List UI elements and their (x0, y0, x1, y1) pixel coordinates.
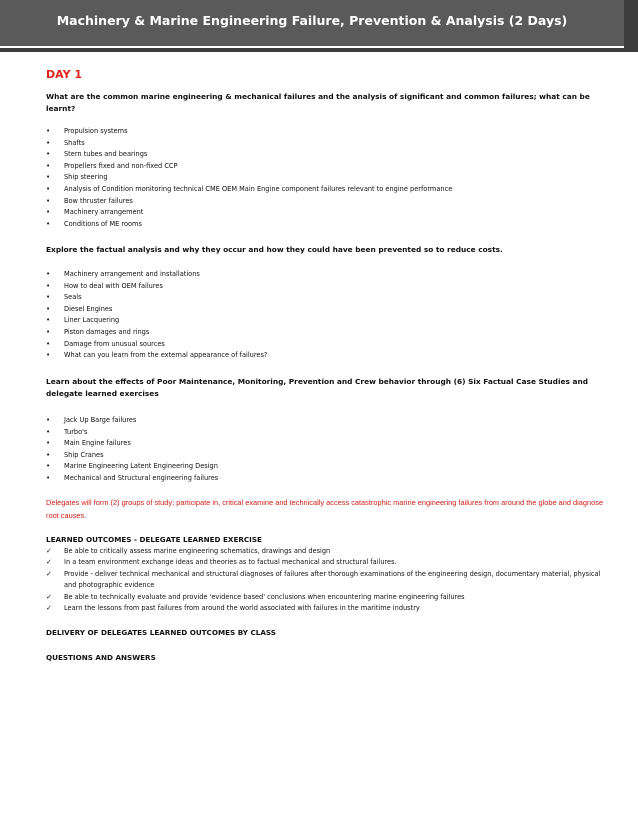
page-title: Machinery & Marine Engineering Failure, Prevention & Analysis (2 Days) (56, 13, 568, 28)
bullet-icon: • (46, 427, 51, 436)
list-item: • Liner Lacquering (46, 315, 606, 327)
bullet-icon: • (46, 161, 51, 170)
list-item: • How to deal with OEM failures (46, 281, 606, 293)
bullet-icon: • (46, 351, 51, 360)
bullet-icon: • (46, 138, 51, 147)
title-banner-inner (0, 0, 624, 48)
delivery-heading: DELIVERY OF DELEGATES LEARNED OUTCOMES BY CLASS (46, 628, 276, 637)
bullet-icon: • (46, 196, 51, 205)
bullet-icon: • (46, 339, 51, 348)
section2-list (46, 269, 606, 362)
list-item: • Ship steering (46, 172, 606, 184)
section1-heading: What are the common marine engineering & mechanical failures and the analysis of significant and common failures; what can be learnt? (46, 92, 590, 113)
bullet-icon: • (46, 450, 51, 459)
bullet-icon: • (46, 184, 51, 193)
list-item: ✓ In a team environment exchange ideas and theories as to factual mechanical and structural failures. (46, 557, 606, 568)
list-item: • Ship Cranes (46, 450, 606, 462)
list-item: • Diesel Engines (46, 304, 606, 316)
section2-heading: Explore the factual analysis and why they occur and how they could have been prevented so to reduce costs. (46, 245, 503, 254)
list-item: • What can you learn from the external appearance of failures? (46, 350, 606, 362)
bullet-icon: • (46, 219, 51, 228)
list-item: • Seals (46, 292, 606, 304)
list-item: • Piston damages and rings (46, 327, 606, 339)
checkmark-icon: ✓ (46, 592, 52, 601)
checkmark-icon: ✓ (46, 569, 52, 578)
list-item: • Analysis of Condition monitoring technical CME OEM Main Engine component failures relevant to engine performance (46, 184, 606, 196)
list-item: • Jack Up Barge failures (46, 415, 606, 427)
list-item: • Machinery arrangement and installations (46, 269, 606, 281)
list-item: • Turbo's (46, 427, 606, 439)
section3-heading: Learn about the effects of Poor Maintenance, Monitoring, Prevention and Crew behavior through (6) Six Factual Case Studies and delegate learned exercises (46, 377, 588, 398)
outcomes-list (46, 546, 606, 614)
checkmark-icon: ✓ (46, 558, 52, 567)
bullet-icon: • (46, 439, 51, 448)
bullet-icon: • (46, 127, 51, 135)
qa-heading: QUESTIONS AND ANSWERS (46, 653, 156, 662)
bullet-icon: • (46, 473, 51, 482)
bullet-icon: • (46, 270, 51, 278)
bullet-icon: • (46, 293, 51, 302)
checkmark-icon: ✓ (46, 604, 52, 613)
section1-list (46, 126, 606, 230)
list-item: ✓ Be able to critically assess marine engineering schematics, drawings and design (46, 546, 606, 557)
list-item: • Main Engine failures (46, 438, 606, 450)
bullet-icon: • (46, 462, 51, 471)
list-item: • Bow thruster failures (46, 196, 606, 208)
title-banner (0, 0, 638, 52)
delegates-note: Delegates will form (2) groups of study; participate in, critical examine and technically access catastrophic marine engineering failures from around the globe and diagnose root causes. (46, 498, 604, 520)
bullet-icon: • (46, 304, 51, 313)
bullet-icon: • (46, 416, 51, 424)
list-item: • Propellers fixed and non-fixed CCP (46, 161, 606, 173)
list-item: ✓ Be able to technically evaluate and provide 'evidence based' conclusions when encountering marine engineering failures (46, 592, 606, 603)
section3-list (46, 415, 606, 485)
list-item: • Propulsion systems (46, 126, 606, 138)
outcomes-heading: LEARNED OUTCOMES - DELEGATE LEARNED EXERCISE (46, 535, 262, 544)
list-item: • Damage from unusual sources (46, 339, 606, 351)
checkmark-icon: ✓ (46, 547, 52, 555)
list-item: • Shafts (46, 138, 606, 150)
bullet-icon: • (46, 281, 51, 290)
list-item: ✓ Learn the lessons from past failures from around the world associated with failures in the maritime industry (46, 603, 606, 614)
bullet-icon: • (46, 316, 51, 325)
list-item: • Mechanical and Structural engineering failures (46, 473, 606, 485)
list-item: • Machinery arrangement (46, 207, 606, 219)
bullet-icon: • (46, 173, 51, 182)
list-item: • Stern tubes and bearings (46, 149, 606, 161)
list-item: ✓ Provide - deliver technical mechanical and structural diagnoses of failures after thorough examinations of the engineering design, documentary material, physical and photographic evidence (46, 569, 601, 590)
list-item: • Conditions of ME rooms (46, 219, 606, 231)
bullet-icon: • (46, 150, 51, 159)
day-label: DAY 1 (46, 68, 83, 81)
bullet-icon: • (46, 208, 51, 217)
list-item: • Marine Engineering Latent Engineering Design (46, 461, 606, 473)
bullet-icon: • (46, 327, 51, 336)
